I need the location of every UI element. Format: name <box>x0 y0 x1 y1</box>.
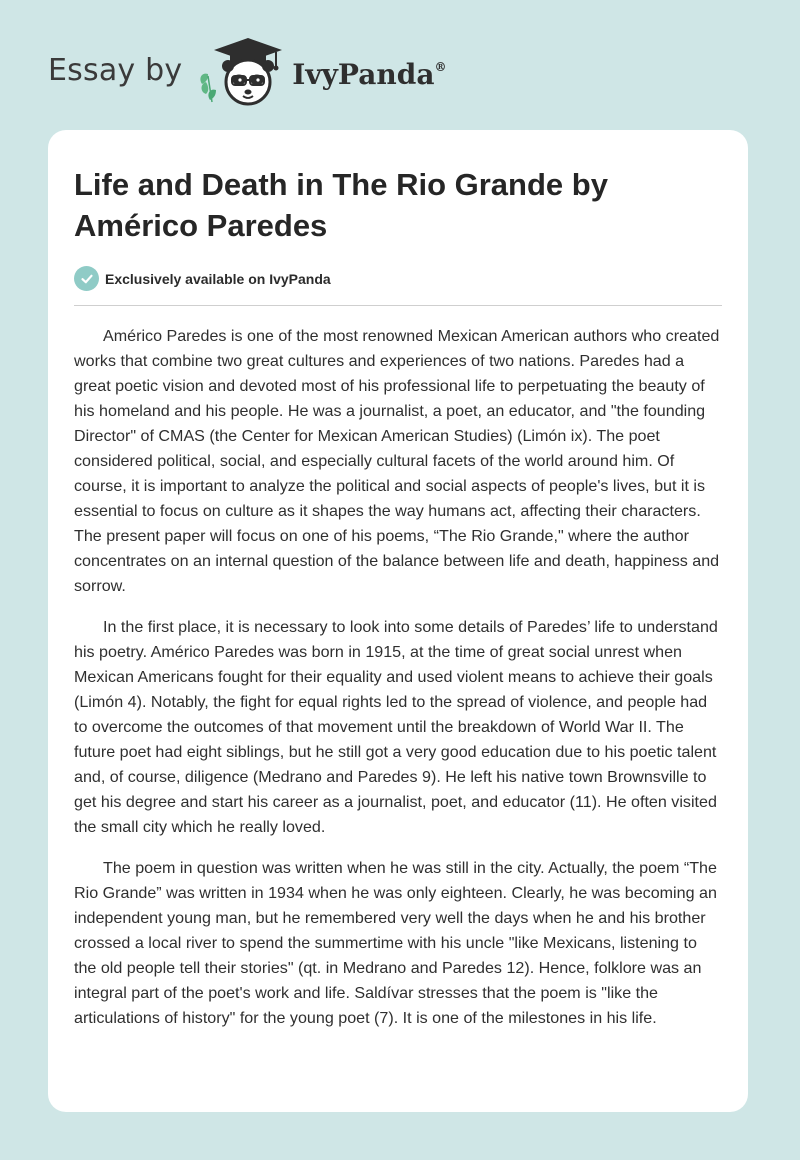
brand-prefix: Essay by <box>48 52 183 88</box>
brand-name-text: IvyPanda <box>292 57 435 91</box>
panda-graduate-icon[interactable] <box>196 36 288 108</box>
registered-mark: ® <box>434 59 447 74</box>
badge-text: Exclusively available on IvyPanda <box>105 270 331 287</box>
essay-body <box>74 324 722 1031</box>
essay-card <box>48 130 748 1112</box>
essay-title: Life and Death in The Rio Grande by Américo Paredes <box>74 167 608 243</box>
site-header <box>48 36 446 108</box>
essay-paragraph: In the first place, it is necessary to look into some details of Paredes’ life to understand his poetry. Américo Paredes was born in 1915, at the time of great social unrest when Mexican Americans fought for their equality and used violent means to achieve their goals (Limón 4). Notably, the fight for equal rights led to the spread of violence, and people had to overcome the outcomes of that movement until the breakdown of World War II. The future poet had eight siblings, but he still got a very good education due to his poetic talent and, of course, diligence (Medrano and Paredes 9). He left his native town Brownsville to get his degree and start his career as a journalist, poet, and educator (11). He often visited the small city which he really loved. <box>74 618 718 836</box>
brand-name[interactable] <box>292 58 446 91</box>
essay-paragraph: Américo Paredes is one of the most renowned Mexican American authors who created works that combine two great cultures and experiences of two nations. Paredes had a great poetic vision and devoted most of his professional life to perpetuating the beauty of his homeland and his people. He was a journalist, a poet, an educator, and "the founding Director" of CMAS (the Center for Mexican American Studies) (Limón ix). The poet considered political, social, and especially cultural facets of the world around him. Of course, it is important to analyze the political and social aspects of people's lives, but it is essential to focus on culture as it shapes the way humans act, affecting their characters. The present paper will focus on one of his poems, “The Rio Grande," where the author concentrates on an internal question of the balance between life and death, happiness and sorrow. <box>74 327 720 595</box>
check-circle-icon <box>74 266 99 291</box>
exclusive-badge <box>74 266 722 306</box>
essay-paragraph: The poem in question was written when he was still in the city. Actually, the poem “The Rio Grande” was written in 1934 when he was only eighteen. Clearly, he was becoming an independent young man, but he remembered very well the days when he and his brother crossed a local river to spend the summertime with his uncle "like Mexicans, listening to the old people tell their stories" (qt. in Medrano and Paredes 12). Hence, folklore was an integral part of the poet's work and life. Saldívar stresses that the poem is "like the articulations of history" for the young poet (7). It is one of the milestones in his life. <box>74 859 717 1027</box>
